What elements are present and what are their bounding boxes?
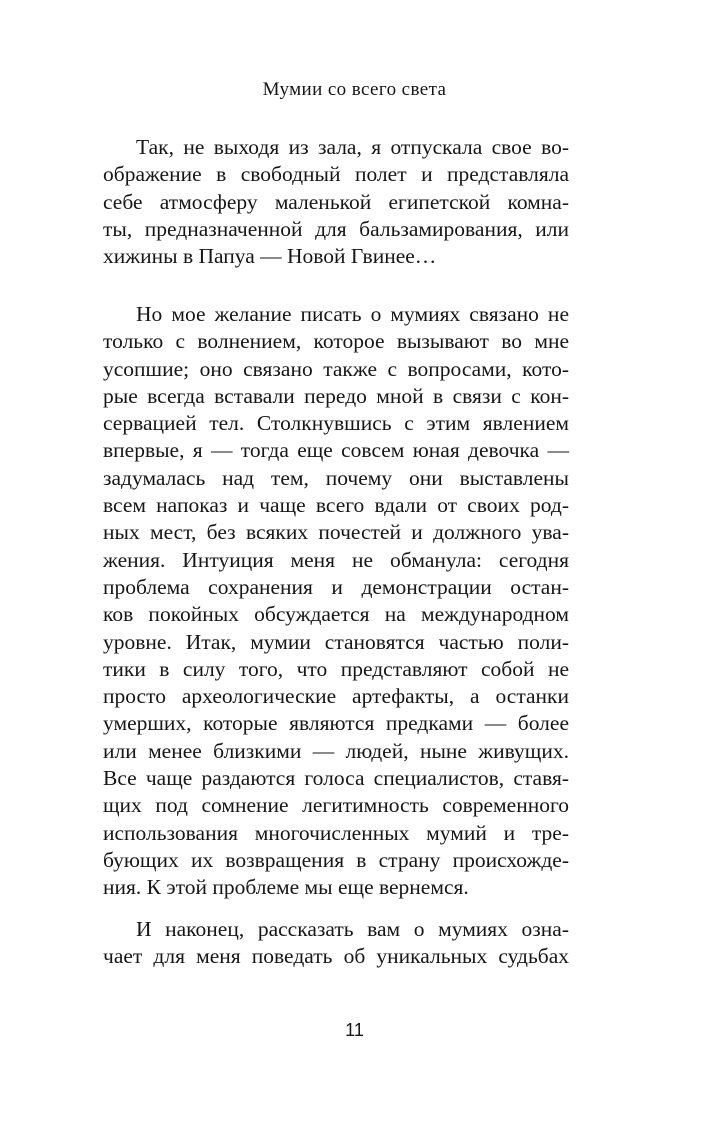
text-line: Так, не выходя из зала, я отпускала свое во- [136,135,569,159]
text-line: жения. Интуиция меня не обманула: сегодня [103,547,569,572]
text-line: или менее близкими — людей, ныне живущих. [103,738,569,763]
running-head-title: Мумии со всего света [262,79,447,100]
text-line: И наконец, рассказать вам о мумиях озна- [136,917,569,941]
text-line: щих под сомнение легитимность современного [103,793,569,818]
text-line: использования многочисленных мумий и тре- [103,820,569,845]
text-line: Все чаще раздаются голоса специалистов, ставя- [103,766,569,791]
text-line: проблема сохранения и демонстрации остан- [103,574,569,599]
text-line: всем напоказ и чаще всего вдали от своих род- [103,493,569,518]
text-line: сервацией тел. Столкнувшись с этим явлением [103,411,569,436]
paragraph-2 [103,301,569,902]
text-line: ков покойных обсуждается на международном [103,602,569,627]
text-line: задумалась над тем, почему они выставлены [103,465,569,490]
text-line: тики в силу того, что представляют собой не [103,656,569,681]
paragraph-3 [103,916,569,971]
text-line: ния. К этой проблеме мы еще вернемся. [103,875,469,900]
page-number: 11 [345,1020,364,1040]
text-line: усопшие; оно связано также с вопросами, кото- [103,356,569,381]
text-line: хижины в Папуа — Новой Гвинее… [103,244,437,269]
text-line: просто археологические артефакты, а останки [103,684,569,709]
text-line: бующих их возвращения в страну происхожде- [103,847,569,872]
text-line: себе атмосферу маленькой египетской комна- [103,189,569,214]
text-line: уровне. Итак, мумии становятся частью поли- [103,629,569,654]
text-line: только с волнением, которое вызывают во мне [103,329,569,354]
text-line: Но мое желание писать о мумиях связано не [136,302,569,326]
text-line: чает для меня поведать об уникальных судьбах [103,944,569,969]
text-line: впервые, я — тогда еще совсем юная девочка — [103,438,569,463]
text-line: ных мест, без всяких почестей и должного ува- [103,520,569,545]
text-line: ображение в свободный полет и представляла [103,162,569,187]
text-line: рые всегда вставали передо мной в связи с кон- [103,383,569,408]
paragraph-1 [103,134,569,270]
text-line: ты, предназначенной для бальзамирования, или [103,216,569,241]
text-line: умерших, которые являются предками — более [103,711,569,736]
